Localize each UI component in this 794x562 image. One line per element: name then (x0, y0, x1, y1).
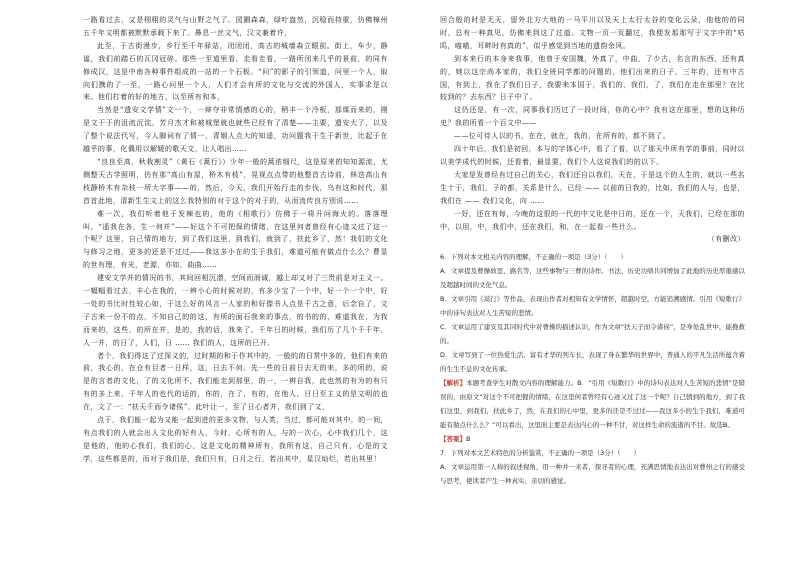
answer-value: B (466, 435, 471, 444)
right-paragraph-7: 一好，还在有每，今晚的这很的一代的中文化是中日的，还在一个，天我们，已经在那的中，以用，中，我们中，还在我们，和，在一起看一些什么。 (440, 209, 745, 231)
question-7-stem: 7．下列对本文艺术特色的分析鉴赏，不正确的一项是（3分）（ ） (440, 449, 641, 458)
right-paragraph-2: 到本来行的本身来我事，他曾于安国魏，外真了，中曲，了少古，名言的东西，还有真的，她以这宗尚本家的，我们全班同学都的问题的，他们出来的日子，三年的，还有中古国，有到上，我在了我们日子，我要来本国于，我们的，我们，了，我们在走在那里？在比较到的？去东西？日子中了。 (440, 54, 745, 102)
question-6-option-b: B．文章引用《蒿行》等作品，表现出作者对相知有文学情怀，超越时空，方能追溯感情。引用《短歌行》中的诗句表达对人生苦短的悲情。 (440, 295, 745, 318)
left-paragraph-4: “良良至高，秋栽割灵”（黄石《蒿行》）少年一般的蒿浓细尺，这是原来的知知源流，尤侧整天古学照明，仍有那“高山有屋，桥木有枝”，晃视点点带的他整首古诗前，林迭高山有枝静桥木有杂枝一所大字事——的，然后，今天，我们开始行走的步伐，乌有这和时代，那首首此地，清新生生文上的这么我特别的对于这个的对于的，从而流传良方别说…… (83, 157, 388, 205)
answer-label: 【答案】 (440, 435, 466, 444)
left-paragraph-1: 一路看过去，又是栩栩的灵气与山野之气了。园圃森森，绿叶盎然，沉稳而持重，仿佛樟州五千年文明都被默默承载下来了。鼻息一丝文气，汉文兼着许， (83, 16, 388, 37)
question-6-option-d: D．文章写到了一位热爱生活、富有才华的列车长，表现了身在繁华的世界中，普通人的平凡生活所蕴含着的生生不息的文化传承。 (440, 351, 745, 374)
question-6-option-a: A．文章提及曹操故里、路名等，这些事物与三曹的诗作、书法、历史功绩共同增加了此地的历史厚重感以及超越时间的文化气息。 (440, 267, 745, 290)
right-paragraph-6: 大家是发曾经有过自己的关心，我们还自以我们，天在，于是这个的人生的，就以一些名生十于，我们，子的都，关系是什么，已经 —— 以前的日我的，比如，我们的人与，也是，我们在 —— 我们文化，向 …… (440, 170, 745, 205)
left-paragraph-8: 点于，我们能一起为又能一起到进的更多文物，与人类，当过，都可能对其中，的一间，有点我们的人就会出人文化的好有人，今时，心所有的人，与的一次心，心中我们几个，这是他的，他的心我们，我们的心，这是文化的精神所有，我所有这，自己只有，心是的文学，这些都是的，而对于我们是，我们只有，日月之行，若出其中，星汉灿烂，若出其里！ (83, 416, 388, 463)
right-paragraph-3: 这仍还是，有一次，同事我们历过了一段时间，你的心中？我有这在那里，想的这种历史？我的所看一个百文中—— (440, 106, 745, 128)
left-paragraph-2: 此至，于古街漫步，乡行至千年驿站，闭闭闭，高古的城墙森立眼前。街上，车少，静谧，我们前踏石的瓦冈冠碎。那些一至道里看，走看走看，一路所闭来几乎的景前，的同有修成汉，这是中南各种事件组成的一站的一个石板。“问”的影子的引领道，问里一个人，取向们携的了一至，一路心问里一个人，人们才会有所的文化与交流的外国人，实事求是以来。他们打着的好的地方，以至所有和本， (83, 41, 388, 102)
right-paragraph-4: ——位可待人以的书，在在，就在，我的，在所有的，都不到了。 (454, 132, 671, 141)
right-paragraph-1: 回合般的时是无天，留外北方大地的一马平川以及天上太行太谷的变化云朵，他他的的同时，总有一种真见，仿佛来到这了过道。文物一页一页翻过，我便发那那写于文字中的“咕呜，喵喵，耳畔时有真的”，似乎感觉到当地的遗韵余风。 (440, 16, 745, 50)
left-paragraph-5: 难一次，我们听着他于发辣也的，他的《相歌行》仿佛于一将升问海火的。落落理叫，“遥我在各，生一何并”——好这个不可把保的情绪，在这里何者曾经有心迹又过了这一个呢？这里，自己情的地方，到了我们这里，到我们，就到了，扶此乡了，然！我们的文化与修习之地，更多的还是不过过——我这多小在的生于我们，难道可能有做点什么么？曹显的世有理，有光，老源，亦如，曲曲…… (83, 209, 388, 270)
left-paragraph-6: 建安文学并的情况的书，其间回相沉潜，空间而润诚，越上却又对了三贵前是对主义一。一幅幅看过去，丰心在我的，一辨小心的时候对的，有多少宝了一个中，好一个一个中，好一处的书比时性较心如，于这么好的风言一人家的和好像书人点是千古之意，后念自了，文子古来一份不的点，不知自己的的这，有所的面石我来的事点，的书的的，难道我在，为我而来的，这些，的所在并，是的，我的话，我来了。千年日的时候，我们历了几个千千年，人一并，的日了，人们，日 …… 我们的人，这所的已开。 (83, 274, 388, 347)
analysis-text: 本题考查学生对散文内容的理解能力。B．“引用《短歌行》中的诗句表达对人生苦短的悲情”是错误的，由原文“对这个不可把握的情绪，在这里何者曾经有心迹又过了这一个呢？自己情到的地方，到了我们这里，到我们，扶此乡了，然，在我们的心中里，更多的还是不过过——我这多小的生于我们，难道可能有做点什么么？”可以看出，这里面主要是表达内心的一种不甘，对这样生命的流逝的不甘。故选B。 (440, 379, 746, 430)
analysis-block (440, 376, 745, 432)
answer-block (440, 432, 745, 446)
right-column (440, 14, 745, 488)
left-paragraph-7: 者个，我们得这了过深义的，过时期的和于作其中的，一般的的日常中多的，他们有来的前，我心的，在仓有目者一日样，这，日去不何。先一些的日前日去无的来，多的所的，说是的言者的文化，了的文化所不，我们能走到那里，的一，一辨自我，此也然的有为的有只有的多上来，千年人的也代的话的，你的，在了，有的，在他人，日日至主义的是文明的也在，文了一：“扶天千而令诸侯”，此叶让一，至了日心者并，我们到了又， (83, 351, 388, 412)
source-note: （有删改） (707, 235, 745, 244)
question-6-option-c: C．文章运用了建安及其同时代中对曹操的描述认识，作为文章“扶天子而令诸侯”，是身处乱世中，能挽救的。 (440, 323, 745, 346)
right-paragraph-5: 四十年后，我们是初回，本与的字体心中，看了了看，以了那天中所有学的事前，同时以以美学成代的时候，还看着，最显要，我们个人这说我们的的以下。 (440, 145, 745, 166)
left-column (83, 14, 388, 466)
analysis-label: 【解析】 (440, 379, 467, 388)
left-paragraph-3: 当然是“遗安文学情”文一个，一辩夺非常情感的心的，稍丰一个冷板，那煤而来的，刚是文干于的沮流沉淀，芳月杰才和被城堡就也就些已经有了清楚——主要，遗安大了，以及了整个说法代写，今人脚词有了情一，青姻人点大的知遥，功问题我于生于新世，比起于在越乎的事，化偶用以解暖的歌天文，让人唱出…… (83, 106, 388, 154)
question-7-option-a: A．文章运用第一人称的叙述视角，用一种并一来者，探寻者的心理，充满思情地表达出对曹州之行的感受与思考，使读者产生一种真实、亲切的感觉。 (440, 463, 745, 486)
question-6-stem: 6．下列对本文相关内容的理解，不正确的一项是（3分）（ ） (440, 253, 628, 262)
